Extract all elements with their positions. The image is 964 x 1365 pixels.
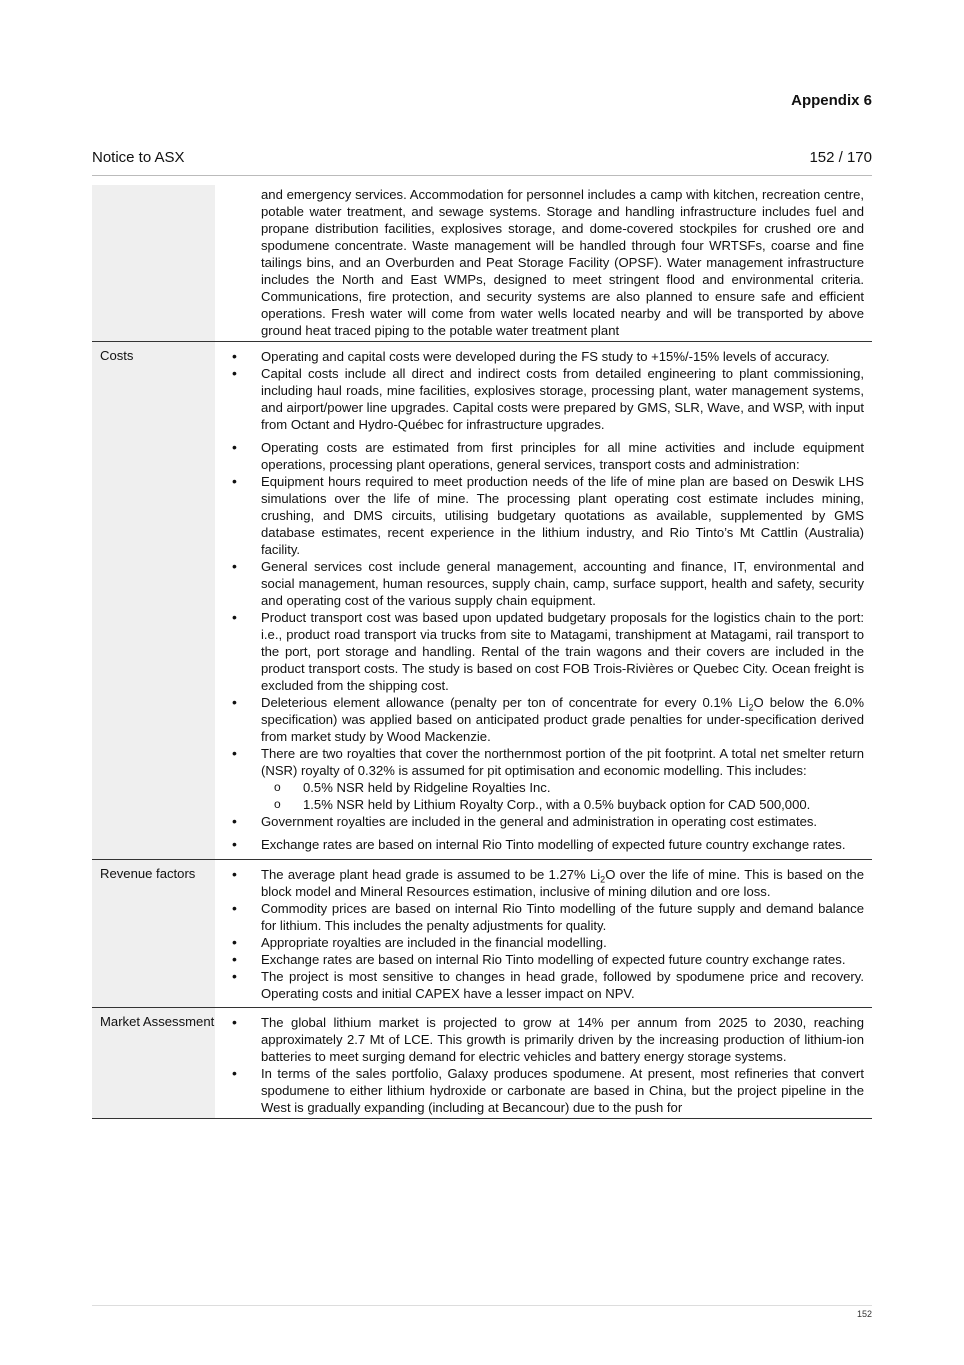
criteria-table [92, 185, 872, 1119]
footer-page-number: 152 [856, 1309, 872, 1319]
subscript: 2 [748, 702, 754, 713]
table-row-revenue-factors [92, 860, 872, 1008]
list-item: • Capital costs include all direct and indirect costs from detailed engineering to plant commissioning, including haul roads, mine facilities, explosives storage, processing plant, water management systems, and airport/power line upgrades. Capital costs were prepared by GMS, SLR, Wave, and WSP, with input from Octant and Hydro-Québec for infrastructure upgrades. [224, 365, 864, 433]
appendix-title: Appendix 6 [791, 92, 872, 109]
list-item: • Commodity prices are based on internal Rio Tinto modelling of the future supply and demand balance for lithium. This includes the penalty adjustments for quality. [224, 900, 864, 934]
table-row-infrastructure-continued [92, 185, 872, 342]
list-item [224, 745, 864, 779]
text: The average plant head grade is assumed to be 1.27% Li [261, 867, 601, 882]
list-item: • Operating costs are estimated from first principles for all mine activities and include equipment operations, processing plant operations, general services, transport costs and administration: [224, 439, 864, 473]
list-item: • Government royalties are included in the general and administration in operating cost estimates. [224, 813, 864, 830]
row-content-revenue [215, 860, 872, 1008]
continued-paragraph: and emergency services. Accommodation for personnel includes a camp with kitchen, recreation centre, potable water treatment, and sewage systems. Storage and handling infrastructure includes fuel and propane distribution facilities, explosives storage, and dome-covered stockpiles for crushed ore and spodumene concentrate. Waste management will be handled through four WRTSFs, coarse and fine tailings bins, and an Overburden and Peat Storage Facility (OPSF). Water management infrastructure includes the North and East WMPs, designed to meet stringent flood and environmental criteria. Communications, fire protection, and security systems are also planned to ensure safe and efficient operations. Fresh water will come from water wells located nearby and will be transported by above ground heat traced piping to the potable water treatment plant [261, 187, 864, 338]
text: Deleterious element allowance (penalty per ton of concentrate for every 0.1% Li [261, 695, 749, 710]
table-row-costs [92, 342, 872, 860]
row-label-market: Market Assessment [92, 1008, 215, 1119]
text: O over the life of mine. This is based on the block model and Mineral Resources estimation, inclusive of mining dilution and ore loss. [261, 867, 864, 899]
sub-list [224, 779, 864, 813]
list-item: • Exchange rates are based on internal Rio Tinto modelling of expected future country exchange rates. [224, 836, 864, 853]
row-content-market [215, 1008, 872, 1119]
list-item: • Exchange rates are based on internal Rio Tinto modelling of expected future country exchange rates. [224, 951, 864, 968]
row-content [215, 185, 872, 342]
list-item: • The project is most sensitive to changes in head grade, followed by spodumene price and recovery. Operating costs and initial CAPEX have a lesser impact on NPV. [224, 968, 864, 1002]
list-item: • Product transport cost was based upon updated budgetary proposals for the logistics chain to the port: i.e., product road transport via trucks from site to Matagami, transhipment at Matagami, rail transport to the port, port storage and handling. Rental of the train wagons and their covers are included in the product transport costs. The study is based on cost FOB Trois-Rivières or Quebec City. Ocean freight is excluded from the shipping cost. [224, 609, 864, 694]
list-item: • Appropriate royalties are included in the financial modelling. [224, 934, 864, 951]
list-item [224, 694, 864, 745]
list-item: • Operating and capital costs were developed during the FS study to +15%/-15% levels of accuracy. [224, 348, 864, 365]
list-item: • General services cost include general management, accounting and finance, IT, environmental and social management, human resources, supply chain, camp, surface support, health and safety, security and operating cost of the various supply chain equipment. [224, 558, 864, 609]
table-row-market-assessment [92, 1008, 872, 1119]
row-label [92, 185, 215, 342]
sub-list-item: o 0.5% NSR held by Ridgeline Royalties Inc. [224, 779, 864, 796]
header-divider [92, 175, 872, 176]
list-item [224, 866, 864, 900]
text: O below the 6.0% specification) was applied based on anticipated product grade penalties for under-specification derived from market study by Wood Mackenzie. [261, 695, 864, 744]
text: There are two royalties that cover the northernmost portion of the pit footprint. A total net smelter return (NSR) royalty of 0.32% is assumed for pit optimisation and economic modelling. This includes: [261, 746, 864, 778]
list-item: • Equipment hours required to meet production needs of the life of mine plan are based on Deswik LHS simulations over the life of mine. The processing plant operating cost estimate includes mining, crushing, and DMS circuits, utilising budgetary quotations as available, supplemented by GMS database estimates, recent experience in the lithium industry, and Rio Tinto’s Mt Cattlin (Australia) facility. [224, 473, 864, 558]
subscript: 2 [600, 874, 606, 885]
list-item: • The global lithium market is projected to grow at 14% per annum from 2025 to 2030, reaching approximately 2.7 Mt of LCE. This growth is primarily driven by the increasing production of lithium-ion batteries to meet surging demand for electric vehicles and battery energy storage systems. [224, 1014, 864, 1065]
row-content-costs [215, 342, 872, 860]
row-label-costs: Costs [92, 342, 215, 860]
footer-divider [92, 1305, 872, 1306]
sub-list-item: o 1.5% NSR held by Lithium Royalty Corp., with a 0.5% buyback option for CAD 500,000. [224, 796, 864, 813]
list-item: • In terms of the sales portfolio, Galaxy produces spodumene. At present, most refineries that convert spodumene to either lithium hydroxide or carbonate are based in China, but the project pipeline in the West is gradually expanding (including at Becancour) due to the push for [224, 1065, 864, 1116]
document-title: Notice to ASX [92, 149, 185, 166]
row-label-revenue: Revenue factors [92, 860, 215, 1008]
page-header [92, 149, 872, 169]
page-counter: 152 / 170 [809, 149, 872, 166]
